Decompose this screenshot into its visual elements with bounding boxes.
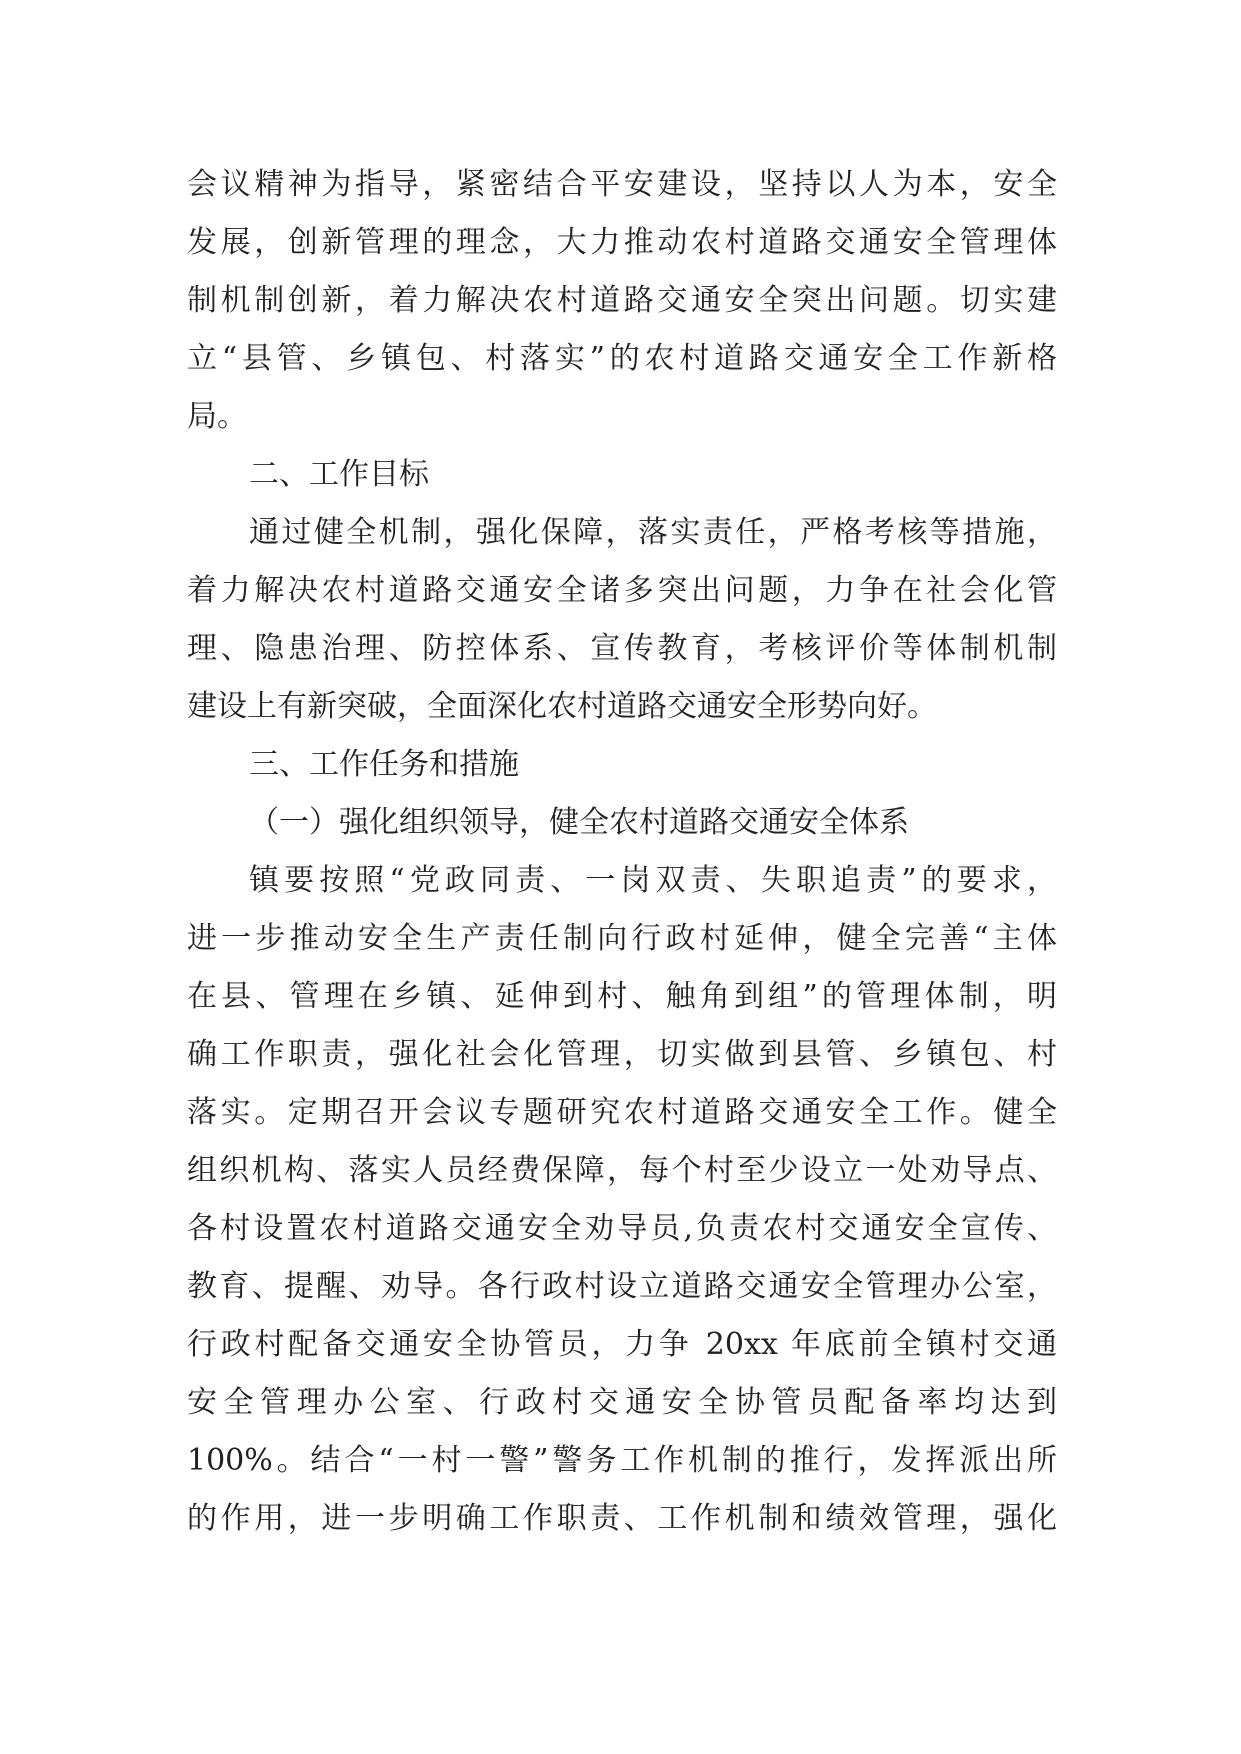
paragraph-line: 理、隐患治理、防控体系、宣传教育，考核评价等体制机制 — [187, 631, 1057, 666]
paragraph-line: 行政村配备交通安全协管员，力争 20xx 年底前全镇村交通 — [187, 1327, 1057, 1362]
paragraph-line: 立“县管、乡镇包、村落实”的农村道路交通安全工作新格 — [187, 341, 1057, 376]
paragraph-line: 落实。定期召开会议专题研究农村道路交通安全工作。健全 — [187, 1095, 1057, 1130]
paragraph-line: 制机制创新，着力解决农村道路交通安全突出问题。切实建 — [187, 283, 1057, 318]
paragraph-line: 教育、提醒、劝导。各行政村设立道路交通安全管理办公室， — [187, 1269, 1057, 1304]
paragraph-line: 发展，创新管理的理念，大力推动农村道路交通安全管理体 — [187, 225, 1057, 260]
paragraph-line: 镇要按照“党政同责、一岗双责、失职追责”的要求， — [249, 863, 1057, 898]
paragraph-line: 确工作职责，强化社会化管理，切实做到县管、乡镇包、村 — [187, 1037, 1057, 1072]
document-body — [187, 156, 1057, 1548]
paragraph-line: 100%。结合“一村一警”警务工作机制的推行，发挥派出所 — [187, 1443, 1057, 1478]
paragraph-line: 组织机构、落实人员经费保障，每个村至少设立一处劝导点、 — [187, 1153, 1057, 1188]
paragraph-line: 会议精神为指导，紧密结合平安建设，坚持以人为本，安全 — [187, 167, 1057, 202]
paragraph-line: 进一步推动安全生产责任制向行政村延伸，健全完善“主体 — [187, 921, 1057, 956]
paragraph-line: 在县、管理在乡镇、延伸到村、触角到组”的管理体制，明 — [187, 979, 1057, 1014]
section-heading: 二、工作目标 — [249, 457, 429, 492]
paragraph-line: 着力解决农村道路交通安全诸多突出问题，力争在社会化管 — [187, 573, 1057, 608]
subsection-heading: （一）强化组织领导，健全农村道路交通安全体系 — [249, 805, 909, 840]
paragraph-line: 安全管理办公室、行政村交通安全协管员配备率均达到 — [187, 1385, 1057, 1420]
paragraph-line: 通过健全机制，强化保障，落实责任，严格考核等措施， — [249, 515, 1057, 550]
paragraph-line: 局。 — [187, 399, 247, 434]
paragraph-line: 的作用，进一步明确工作职责、工作机制和绩效管理，强化 — [187, 1501, 1057, 1536]
section-heading: 三、工作任务和措施 — [249, 747, 519, 782]
paragraph-line: 建设上有新突破，全面深化农村道路交通安全形势向好。 — [187, 689, 937, 724]
paragraph-line: 各村设置农村道路交通安全劝导员,负责农村交通安全宣传、 — [187, 1211, 1057, 1246]
